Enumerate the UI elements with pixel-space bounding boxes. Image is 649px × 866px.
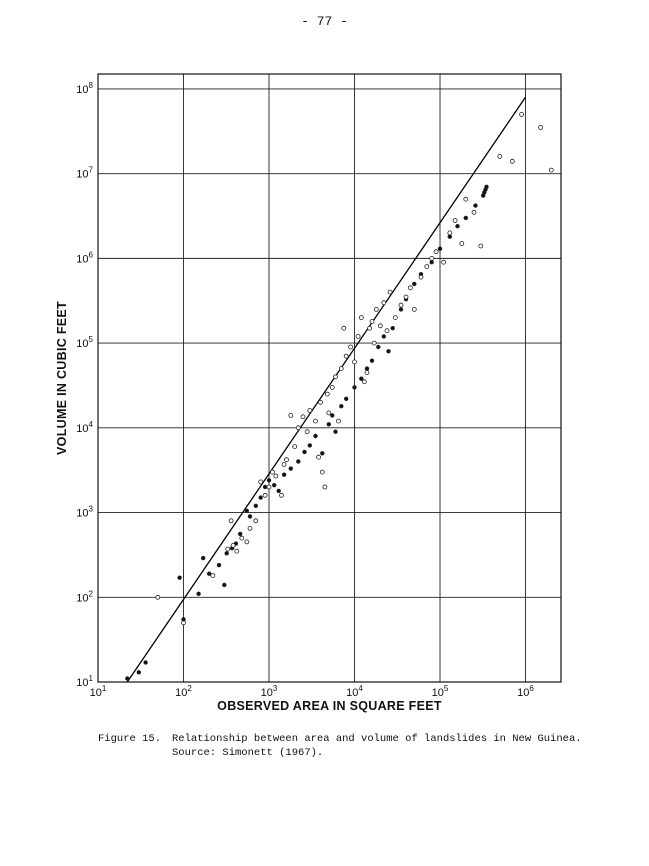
y-tick-labels [76, 81, 93, 689]
filled-data-point [353, 386, 357, 390]
open-data-point [510, 159, 514, 163]
open-data-point [359, 316, 363, 320]
open-data-point [226, 547, 230, 551]
open-data-point [353, 360, 357, 364]
filled-data-point [297, 460, 301, 464]
open-data-point [520, 112, 524, 116]
figure-caption [98, 732, 618, 760]
open-data-point [419, 275, 423, 279]
x-tick-label: $10^5$ [431, 684, 449, 699]
open-data-point [229, 519, 233, 523]
filled-data-point [438, 247, 442, 251]
open-data-point [464, 197, 468, 201]
open-data-point [434, 250, 438, 254]
data-points [126, 112, 554, 680]
open-data-point [393, 316, 397, 320]
filled-data-point [430, 260, 434, 264]
open-data-point [430, 256, 434, 260]
open-data-point [282, 462, 286, 466]
open-data-point [305, 430, 309, 434]
open-data-point [349, 345, 353, 349]
filled-data-point [144, 661, 148, 665]
filled-data-point [272, 483, 276, 487]
open-data-point [549, 168, 553, 172]
x-tick-label: $10^6$ [517, 684, 534, 699]
y-tick-label: $10^7$ [76, 165, 93, 181]
open-data-point [388, 290, 392, 294]
open-data-point [382, 301, 386, 305]
figure-source: Source: Simonett (1967). [172, 747, 324, 759]
filled-data-point [399, 308, 403, 312]
filled-data-point [277, 489, 281, 493]
filled-data-point [391, 326, 395, 330]
open-data-point [323, 485, 327, 489]
filled-data-point [225, 552, 229, 556]
filled-data-point [413, 282, 417, 286]
open-data-point [385, 329, 389, 333]
open-data-point [339, 367, 343, 371]
open-data-point [248, 526, 252, 530]
open-data-point [285, 458, 289, 462]
filled-data-point [245, 509, 249, 513]
x-tick-label: $10^2$ [175, 684, 192, 699]
open-data-point [274, 474, 278, 478]
filled-data-point [464, 216, 468, 220]
open-data-point [330, 385, 334, 389]
plot-frame [98, 74, 561, 682]
filled-data-point [217, 563, 221, 567]
open-data-point [231, 543, 235, 547]
open-data-point [399, 303, 403, 307]
open-data-point [263, 493, 267, 497]
open-data-point [425, 265, 429, 269]
open-data-point [259, 480, 263, 484]
open-data-point [327, 411, 331, 415]
open-data-point [156, 595, 160, 599]
filled-data-point [344, 397, 348, 401]
filled-data-point [263, 485, 267, 489]
y-tick-label: $10^5$ [76, 335, 93, 351]
page-number: - 77 - [301, 14, 348, 29]
open-data-point [365, 371, 369, 375]
filled-data-point [327, 423, 331, 427]
filled-data-point [248, 515, 252, 519]
open-data-point [245, 540, 249, 544]
filled-data-point [474, 204, 478, 208]
open-data-point [344, 354, 348, 358]
open-data-point [240, 536, 244, 540]
fit-line [127, 97, 525, 682]
open-data-point [442, 260, 446, 264]
open-data-point [271, 470, 275, 474]
y-tick-label: $10^4$ [76, 419, 93, 435]
filled-data-point [377, 345, 381, 349]
filled-data-point [331, 414, 335, 418]
open-data-point [378, 324, 382, 328]
open-data-point [308, 409, 312, 413]
open-data-point [479, 244, 483, 248]
open-data-point [356, 334, 360, 338]
filled-data-point [370, 359, 374, 363]
y-axis-title: VOLUME IN CUBIC FEET [55, 301, 69, 455]
open-data-point [498, 154, 502, 158]
open-data-point [539, 126, 543, 130]
filled-data-point [201, 556, 205, 560]
open-data-point [453, 219, 457, 223]
figure-caption-text: Relationship between area and volume of landslides in New Guinea. [172, 733, 582, 745]
filled-data-point [314, 434, 318, 438]
open-data-point [368, 326, 372, 330]
open-data-point [374, 307, 378, 311]
filled-data-point [137, 671, 141, 675]
open-data-point [460, 242, 464, 246]
open-data-point [448, 231, 452, 235]
open-data-point [289, 413, 293, 417]
open-data-point [320, 470, 324, 474]
open-data-point [337, 419, 341, 423]
open-data-point [372, 341, 376, 345]
y-tick-label: $10^6$ [76, 250, 93, 266]
filled-data-point [207, 572, 211, 576]
grid-lines [98, 74, 561, 682]
fit-line-group [127, 97, 525, 682]
open-data-point [412, 307, 416, 311]
open-data-point [408, 286, 412, 290]
open-data-point [182, 621, 186, 625]
filled-data-point [334, 430, 338, 434]
filled-data-point [223, 583, 227, 587]
figure-label: Figure 15. [98, 733, 162, 745]
open-data-point [362, 380, 366, 384]
filled-data-point [485, 185, 489, 189]
y-tick-label: $10^2$ [76, 589, 93, 605]
filled-data-point [238, 532, 242, 536]
open-data-point [314, 419, 318, 423]
filled-data-point [303, 450, 307, 454]
filled-data-point [448, 235, 452, 239]
filled-data-point [259, 496, 263, 500]
filled-data-point [387, 350, 391, 354]
filled-data-point [340, 404, 344, 408]
open-data-point [211, 574, 215, 578]
filled-data-point [456, 224, 460, 228]
filled-data-point [178, 576, 182, 580]
open-data-point [254, 519, 258, 523]
open-data-point [325, 392, 329, 396]
open-data-point [317, 455, 321, 459]
open-data-point [235, 549, 239, 553]
open-data-point [301, 415, 305, 419]
y-tick-label: $10^3$ [76, 504, 93, 520]
filled-data-point [308, 444, 312, 448]
x-tick-label: $10^3$ [260, 684, 278, 699]
open-data-point [370, 320, 374, 324]
filled-data-point [282, 473, 286, 477]
filled-data-point [321, 452, 325, 456]
filled-data-point [382, 335, 386, 339]
filled-data-point [254, 504, 258, 508]
filled-data-point [289, 467, 293, 471]
x-tick-label: $10^4$ [346, 684, 363, 699]
x-axis-title: OBSERVED AREA IN SQUARE FEET [217, 699, 442, 713]
open-data-point [280, 493, 284, 497]
open-data-point [296, 426, 300, 430]
open-data-point [404, 295, 408, 299]
open-data-point [334, 375, 338, 379]
open-data-point [342, 326, 346, 330]
x-tick-label: $10^1$ [89, 684, 107, 699]
y-tick-label: $10^8$ [76, 80, 93, 96]
filled-data-point [360, 377, 364, 381]
filled-data-point [267, 479, 271, 483]
filled-data-point [126, 677, 130, 681]
open-data-point [319, 400, 323, 404]
open-data-point [293, 445, 297, 449]
open-data-point [472, 210, 476, 214]
open-data-point [267, 485, 271, 489]
filled-data-point [197, 592, 201, 596]
y-tick-label: $10^1$ [76, 674, 93, 689]
x-tick-labels [90, 684, 535, 699]
filled-data-point [365, 367, 369, 371]
